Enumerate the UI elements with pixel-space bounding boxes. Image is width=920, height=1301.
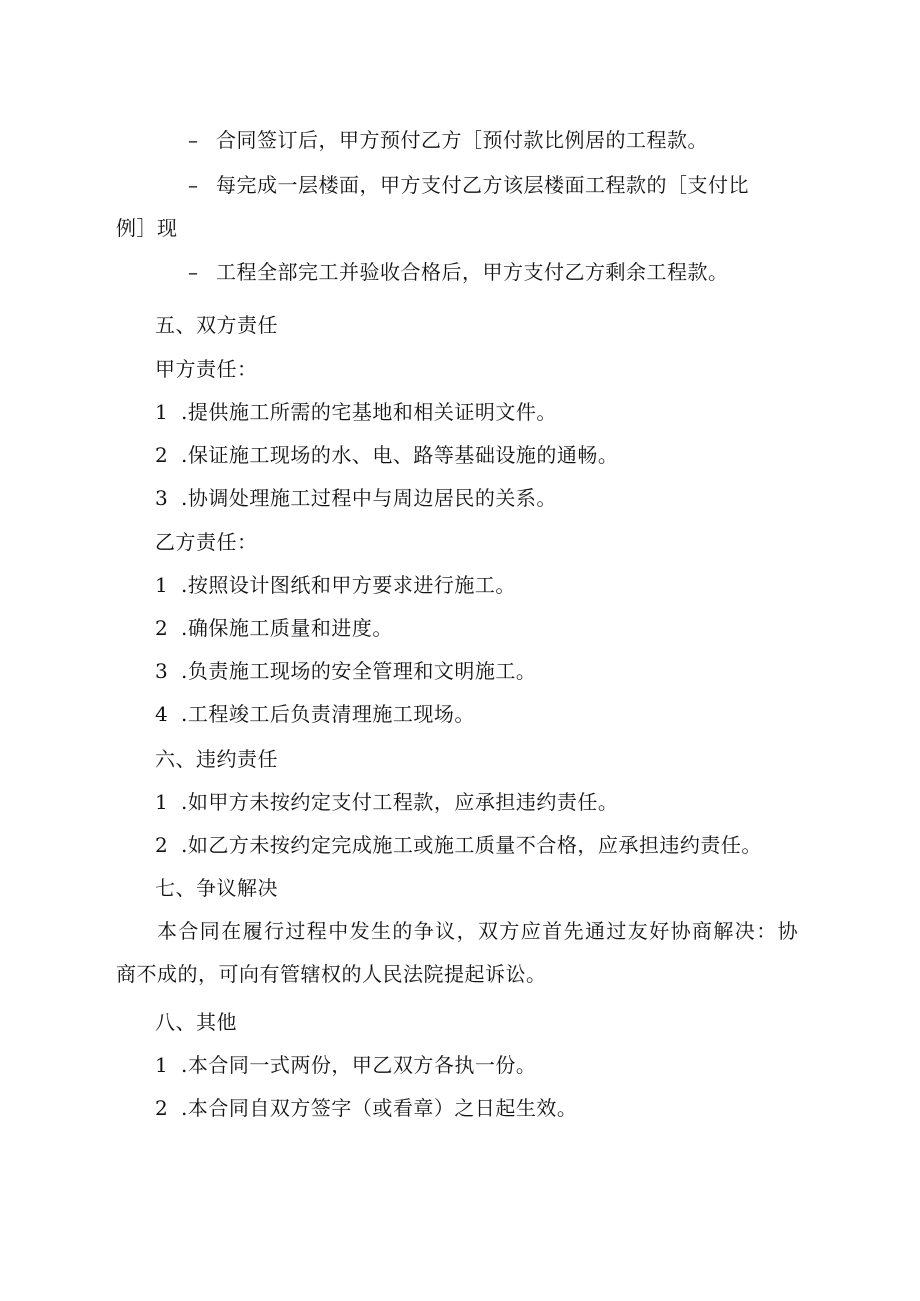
item-number: 2	[155, 443, 169, 467]
party-a-title: 甲方责任：	[155, 357, 258, 381]
section-8-item-1	[155, 1051, 536, 1079]
party-b-item-4	[155, 700, 475, 728]
dash-marker: –	[188, 128, 199, 152]
section-8-title: 八、其他	[155, 1010, 237, 1034]
item-text: .负责施工现场的安全管理和文明施工。	[181, 659, 537, 683]
payment-item-2-continuation	[116, 214, 178, 242]
section-6-title: 六、违约责任	[155, 747, 278, 771]
item-number: 2	[155, 616, 169, 640]
party-b-item-1	[155, 571, 516, 599]
item-number: 4	[155, 702, 169, 726]
item-text: .如乙方未按约定完成施工或施工质量不合格，应承担违约责任。	[181, 833, 762, 857]
section-7-paragraph-line-1: 本合同在履行过程中发生的争议，双方应首先通过友好协商解决：协	[157, 919, 799, 943]
item-text: .协调处理施工过程中与周边居民的关系。	[181, 486, 557, 510]
item-number: 2	[155, 1096, 169, 1120]
party-a-item-3	[155, 484, 557, 512]
payment-item-1	[188, 126, 708, 154]
section-5-title: 五、双方责任	[155, 313, 278, 337]
item-number: 3	[155, 659, 169, 683]
party-a-item-1	[155, 398, 557, 426]
item-text: .按照设计图纸和甲方要求进行施工。	[181, 573, 516, 597]
party-b-item-3	[155, 657, 536, 685]
section-8-item-2	[155, 1094, 577, 1122]
item-number: 2	[155, 833, 169, 857]
dash-marker: –	[188, 260, 199, 284]
section-7-paragraph-line-2: 商不成的，可向有管辖权的人民法院提起诉讼。	[116, 962, 547, 986]
item-text: .保证施工现场的水、电、路等基础设施的通畅。	[181, 443, 619, 467]
party-b-title: 乙方责任：	[155, 530, 258, 554]
item-number: 3	[155, 486, 169, 510]
item-number: 1	[155, 573, 169, 597]
payment-item-text: 合同签订后，甲方预付乙方［预付款比例居的工程款。	[216, 128, 708, 152]
item-text: .本合同自双方签字（或看章）之日起生效。	[181, 1096, 578, 1120]
item-text: .本合同一式两份，甲乙双方各执一份。	[181, 1053, 537, 1077]
section-7-title: 七、争议解决	[155, 876, 278, 900]
item-number: 1	[155, 400, 169, 424]
party-a-item-2	[155, 441, 618, 469]
item-number: 1	[155, 790, 169, 814]
payment-item-text: 每完成一层楼面，甲方支付乙方该层楼面工程款的［支付比	[216, 173, 749, 197]
payment-item-text: 工程全部完工并验收合格后，甲方支付乙方剩余工程款。	[216, 260, 729, 284]
section-6-item-2	[155, 831, 762, 859]
item-text: .工程竣工后负责清理施工现场。	[181, 702, 475, 726]
section-6-item-1	[155, 788, 618, 816]
item-number: 1	[155, 1053, 169, 1077]
item-text: .确保施工质量和进度。	[181, 616, 393, 640]
party-b-item-2	[155, 614, 393, 642]
payment-item-2	[188, 171, 749, 199]
payment-item-text: 例］现	[116, 216, 178, 240]
dash-marker: –	[188, 173, 199, 197]
payment-item-3	[188, 258, 729, 286]
item-text: .如甲方未按约定支付工程款，应承担违约责任。	[181, 790, 619, 814]
item-text: .提供施工所需的宅基地和相关证明文件。	[181, 400, 557, 424]
